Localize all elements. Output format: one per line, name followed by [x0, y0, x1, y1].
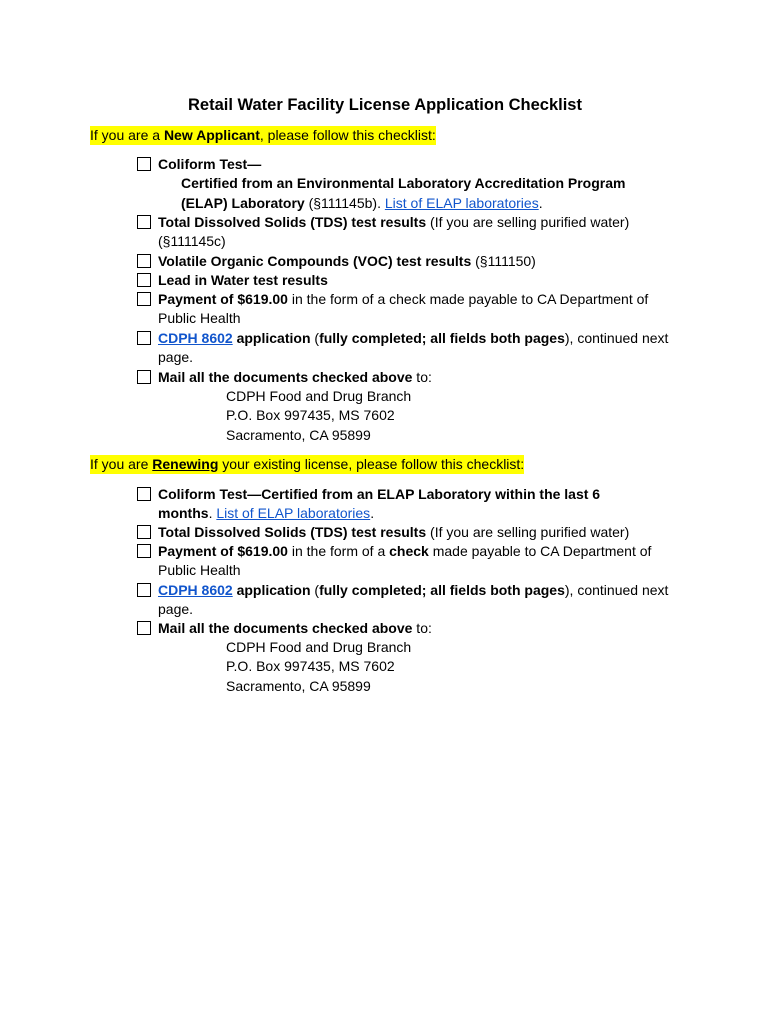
new-cdph-8602-link[interactable]: CDPH 8602	[158, 330, 233, 346]
new-cdph-checkbox[interactable]	[137, 331, 151, 345]
renew-payment-checkbox[interactable]	[137, 544, 151, 558]
renew-cdph-8602-link[interactable]: CDPH 8602	[158, 582, 233, 598]
new-mailing-address: CDPH Food and Drug Branch P.O. Box 997435, MS 7602 Sacramento, CA 95899	[226, 388, 412, 443]
renew-coliform-checkbox[interactable]	[137, 487, 151, 501]
new-cdph-item: CDPH 8602 application (fully completed; all fields both pages), continued next page.	[137, 329, 697, 368]
new-lead-checkbox[interactable]	[137, 273, 151, 287]
renew-coliform-item: Coliform Test—Certified from an ELAP Laboratory within the last 6 months. List of ELAP laboratories.	[137, 485, 697, 524]
renew-mail-checkbox[interactable]	[137, 621, 151, 635]
new-elap-link[interactable]: List of ELAP laboratories	[384, 194, 539, 211]
new-mail-checkbox[interactable]	[137, 370, 151, 384]
new-voc-item: Volatile Organic Compounds (VOC) test results (§111150)	[137, 252, 697, 271]
renew-payment-item: Payment of $619.00 in the form of a check made payable to CA Department of Public Health	[137, 542, 697, 581]
new-payment-item: Payment of $619.00 in the form of a check made payable to CA Department of Public Health	[137, 290, 697, 329]
renew-tds-checkbox[interactable]	[137, 525, 151, 539]
renew-cdph-checkbox[interactable]	[137, 583, 151, 597]
new-tds-item: Total Dissolved Solids (TDS) test results (If you are selling purified water) (§111145c)	[137, 213, 697, 252]
new-mail-item: Mail all the documents checked above to:	[137, 368, 697, 387]
new-coliform-item: Coliform Test— Certified from an Environmental Laboratory Accreditation Program (ELAP) Laboratory (§111145b). List of ELAP laboratories.	[137, 155, 697, 213]
renew-mailing-address: CDPH Food and Drug Branch P.O. Box 997435, MS 7602 Sacramento, CA 95899	[226, 639, 412, 694]
new-voc-checkbox[interactable]	[137, 254, 151, 268]
renew-cdph-item: CDPH 8602 application (fully completed; all fields both pages), continued next page.	[137, 581, 697, 620]
new-coliform-checkbox[interactable]	[137, 157, 151, 171]
renewal-intro: If you are Renewing your existing license, please follow this checklist:	[90, 456, 525, 472]
renew-mail-item: Mail all the documents checked above to:	[137, 619, 697, 638]
renew-elap-link[interactable]: List of ELAP laboratories	[216, 505, 371, 522]
new-tds-checkbox[interactable]	[137, 215, 151, 229]
new-lead-item: Lead in Water test results	[137, 271, 697, 290]
page-title: Retail Water Facility License Application Checklist	[188, 96, 582, 114]
renew-tds-item: Total Dissolved Solids (TDS) test results (If you are selling purified water)	[137, 523, 697, 542]
new-payment-checkbox[interactable]	[137, 292, 151, 306]
new-applicant-intro: If you are a New Applicant, please follow this checklist:	[90, 127, 436, 143]
